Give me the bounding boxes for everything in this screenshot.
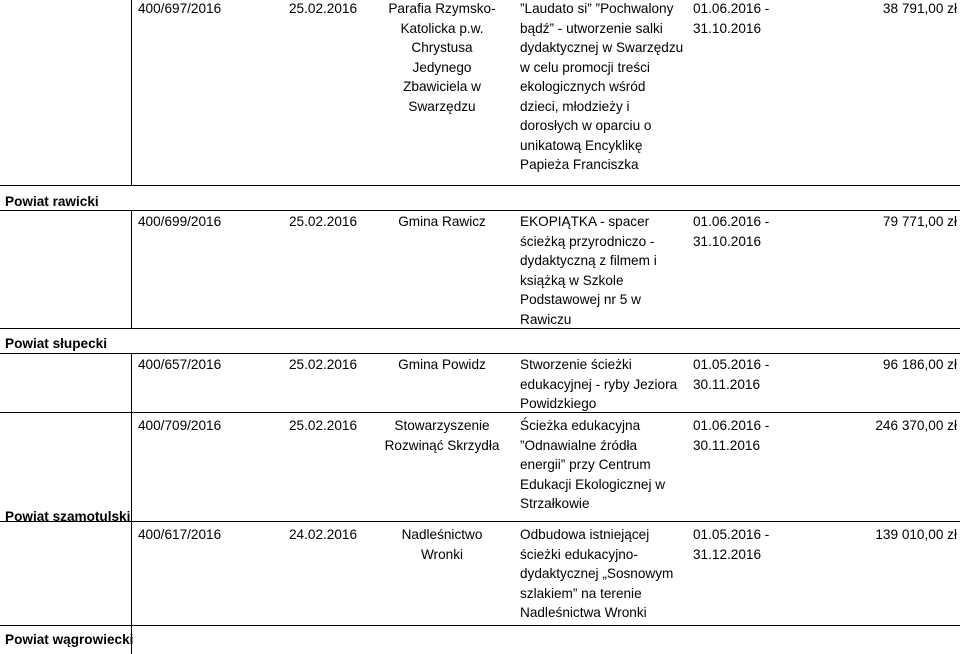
resolution-number: 400/617/2016 bbox=[138, 527, 222, 542]
resolution-number: 400/697/2016 bbox=[138, 1, 222, 16]
task-description: ”Laudato si” ”Pochwalony bądź” - utworzenie salki dydaktycznej w Swarzędzu w celu promocji treści ekologicznych wśród dzieci, młodzieży i dorosłych w oparciu o unikatową Encyklikę Papieża Franciszka bbox=[520, 1, 684, 172]
resolution-number: 400/699/2016 bbox=[138, 214, 222, 229]
implementation-period: 01.06.2016 - 31.10.2016 bbox=[693, 1, 770, 36]
column-divider bbox=[131, 210, 132, 328]
resolution-date: 25.02.2016 bbox=[289, 1, 358, 16]
resolution-number: 400/709/2016 bbox=[138, 418, 222, 433]
task-description: Ścieżka edukacyjna ”Odnawialne źródła energii” przy Centrum Edukacji Ekologicznej w Strzałkowie bbox=[520, 418, 666, 511]
beneficiary: Gmina Powidz bbox=[398, 357, 486, 372]
beneficiary: Parafia Rzymsko- Katolicka p.w. Chrystusa Jedynego Zbawiciela w Swarzędzu bbox=[388, 1, 496, 114]
implementation-period: 01.05.2016 - 30.11.2016 bbox=[693, 357, 770, 392]
beneficiary: Gmina Rawicz bbox=[398, 214, 486, 229]
implementation-period: 01.06.2016 - 31.10.2016 bbox=[693, 214, 770, 249]
resolution-date: 25.02.2016 bbox=[289, 418, 358, 433]
row-divider bbox=[0, 185, 960, 186]
row-divider bbox=[0, 328, 960, 329]
column-divider bbox=[131, 0, 132, 185]
powiat-heading: Powiat szamotulski bbox=[5, 509, 131, 524]
row-divider bbox=[0, 210, 960, 211]
grant-amount: 38 791,00 zł bbox=[882, 1, 957, 16]
row-divider bbox=[0, 412, 960, 413]
implementation-period: 01.05.2016 - 31.12.2016 bbox=[693, 527, 770, 562]
resolution-number: 400/657/2016 bbox=[138, 357, 222, 372]
beneficiary: Nadleśnictwo Wronki bbox=[401, 527, 483, 562]
beneficiary: Stowarzyszenie Rozwinąć Skrzydła bbox=[384, 418, 500, 453]
resolution-date: 25.02.2016 bbox=[289, 214, 358, 229]
resolution-date: 24.02.2016 bbox=[289, 527, 358, 542]
row-divider bbox=[0, 521, 960, 522]
row-divider bbox=[0, 625, 960, 626]
task-description: Odbudowa istniejącej ścieżki edukacyjno- dydaktycznej „Sosnowym szlakiem” na terenie Nadleśnictwa Wronki bbox=[520, 527, 674, 620]
grant-amount: 246 370,00 zł bbox=[875, 418, 957, 433]
powiat-heading: Powiat słupecki bbox=[5, 336, 107, 351]
grant-amount: 79 771,00 zł bbox=[882, 214, 957, 229]
column-divider bbox=[131, 353, 132, 625]
grant-amount: 139 010,00 zł bbox=[875, 527, 957, 542]
powiat-heading: Powiat wągrowiecki bbox=[5, 632, 134, 647]
row-divider bbox=[0, 353, 960, 354]
task-description: Stworzenie ścieżki edukacyjnej - ryby Jeziora Powidzkiego bbox=[520, 357, 678, 411]
implementation-period: 01.06.2016 - 30.11.2016 bbox=[693, 418, 770, 453]
powiat-heading: Powiat rawicki bbox=[5, 194, 99, 209]
task-description: EKOPIĄTKA - spacer ścieżką przyrodniczo - dydaktyczną z filmem i książką w Szkole Podstawowej nr 5 w Rawiczu bbox=[520, 214, 657, 327]
resolution-date: 25.02.2016 bbox=[289, 357, 358, 372]
grant-amount: 96 186,00 zł bbox=[882, 357, 957, 372]
